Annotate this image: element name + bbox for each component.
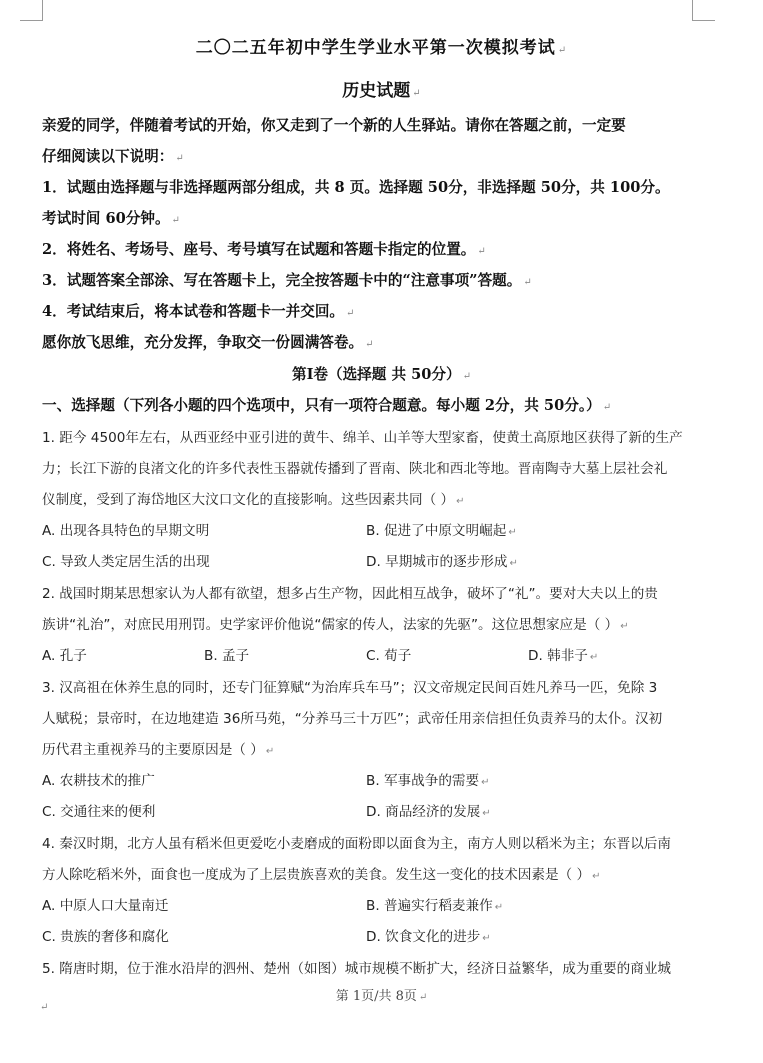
question-1-option-b: B. 促进了中原文明崛起 ↵ (366, 523, 517, 539)
question-3-option-b: B. 军事战争的需要 ↵ (366, 773, 490, 789)
question-2-option-d: D. 韩非子 ↵ (528, 648, 599, 664)
question-1-option-c: C. 导致人类定居生活的出现 (42, 554, 210, 570)
instruction-item-2: 2．将姓名、考场号、座号、考号填写在试题和答题卡指定的位置。 ↵ (42, 241, 486, 258)
question-4-option-c: C. 贵族的奢侈和腐化 (42, 929, 169, 945)
question-3-option-d: D. 商品经济的发展 ↵ (366, 804, 491, 820)
question-4-line-2: 方人除吃稻米外，面食也一度成为了上层贵族喜欢的美食。发生这一变化的技术因素是（ ） ↵ (42, 867, 601, 883)
question-3-option-a: A. 农耕技术的推广 (42, 773, 155, 789)
question-4-option-a: A. 中原人口大量南迁 (42, 898, 169, 914)
question-3-line-1: 3. 汉高祖在休养生息的同时，还专门征算赋“为治库兵车马”；汉文帝规定民间百姓凡养马一匹，免除 3 (42, 680, 658, 696)
question-4-line-1: 4. 秦汉时期，北方人虽有稻米但更爱吃小麦磨成的面粉即以面食为主，南方人则以稻米为主；东晋以后南 (42, 836, 672, 852)
question-4-option-b: B. 普遍实行稻麦兼作 ↵ (366, 898, 504, 914)
question-3-line-2: 人赋税；景帝时，在边地建造 36所马苑，“分养马三十万匹”；武帝任用亲信担任负责养马的太仆。汉初 (42, 711, 663, 727)
question-3-option-c: C. 交通往来的便利 (42, 804, 156, 820)
page-number: 第 1页/共 8页 (335, 989, 417, 1004)
part1-heading: 第Ⅰ卷（选择题 共 50分） ↵ (291, 366, 472, 383)
question-1-option-a: A. 出现各具特色的早期文明 (42, 523, 210, 539)
question-4-option-d: D. 饮食文化的进步 ↵ (366, 929, 491, 945)
crop-mark-top-left (20, 0, 43, 21)
instruction-item-4: 4．考试结束后，将本试卷和答题卡一并交回。 ↵ (42, 303, 355, 320)
question-2-option-c: C. 荀子 (366, 648, 412, 664)
intro-line-2: 仔细阅读以下说明： ↵ (42, 148, 184, 165)
question-3-line-3: 历代君主重视养马的主要原因是（ ） ↵ (42, 742, 275, 758)
question-1-line-2: 力；长江下游的良渚文化的许多代表性玉器就传播到了晋南、陕北和西北等地。晋南陶寺大墓上层社会礼 (42, 461, 668, 477)
instruction-item-1-cont: 考试时间 60分钟。 ↵ (42, 210, 180, 227)
instruction-item-3: 3．试题答案全部涂、写在答题卡上，完全按答题卡中的“注意事项”答题。 ↵ (42, 272, 532, 289)
question-2-option-a: A. 孔子 (42, 648, 87, 664)
intro-line-1: 亲爱的同学，伴随着考试的开始，你又走到了一个新的人生驿站。请你在答题之前，一定要 (42, 117, 626, 134)
instruction-item-1: 1．试题由选择题与非选择题两部分组成，共 8 页。选择题 50分，非选择题 50分，共 100分。 (42, 179, 670, 196)
crop-mark-top-right (692, 0, 715, 21)
question-1-line-3: 仪制度，受到了海岱地区大汶口文化的直接影响。这些因素共同（ ） ↵ (42, 492, 465, 508)
section-heading: 一、选择题（下列各小题的四个选项中，只有一项符合题意。每小题 2分，共 50分。） ↵ (42, 397, 612, 414)
question-2-option-b: B. 孟子 (204, 648, 250, 664)
question-2-line-1: 2. 战国时期某思想家认为人都有欲望，想多占生产物，因此相互战争，破坏了“礼”。要对大夫以上的贵 (42, 586, 658, 602)
question-5-line-1: 5. 隋唐时期，位于淮水沿岸的泗州、楚州（如图）城市规模不断扩大，经济日益繁华，成为重要的商业城 (42, 961, 672, 977)
exam-subtitle: 历史试题 ↵ (342, 81, 421, 101)
end-paragraph-mark: ↵ (40, 1002, 49, 1013)
question-2-line-2: 族讲“礼治”，对庶民用刑罚。史学家评价他说“儒家的传人，法家的先驱”。这位思想家应是（ ） ↵ (42, 617, 629, 633)
question-1-line-1: 1. 距今 4500年左右，从西亚经中亚引进的黄牛、绵羊、山羊等大型家畜，使黄土高原地区获得了新的生产 (42, 430, 683, 446)
question-1-option-d: D. 早期城市的逐步形成 ↵ (366, 554, 518, 570)
page-footer: 第 1页/共 8页 ↵ (335, 989, 428, 1004)
closing-line: 愿你放飞思维，充分发挥，争取交一份圆满答卷。 ↵ (42, 334, 374, 351)
exam-title: 二〇二五年初中学生学业水平第一次模拟考试 ↵ (195, 38, 568, 58)
